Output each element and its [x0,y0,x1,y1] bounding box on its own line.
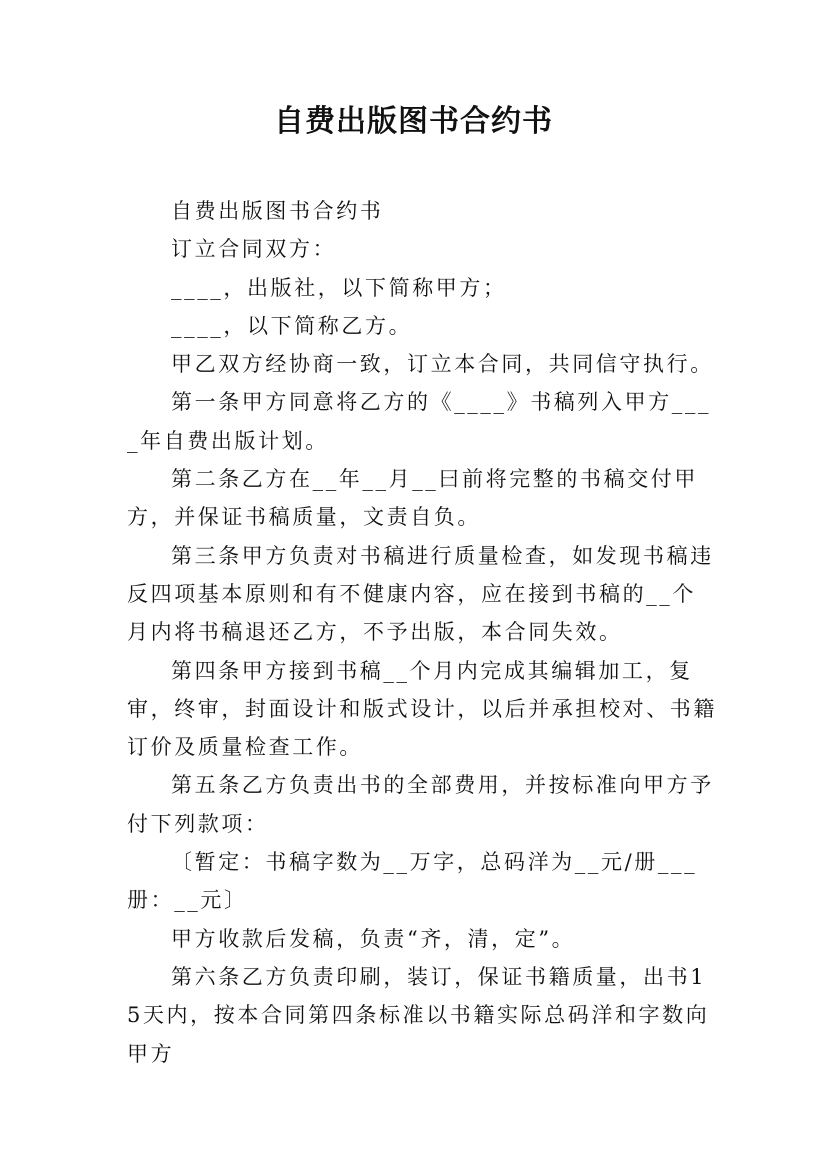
paragraph-article-3: 第三条甲方负责对书稿进行质量检查，如发现书稿违反四项基本原则和有不健康内容，应在接到书稿的__个月内将书稿退还乙方，不予出版，本合同失效。 [127,543,714,645]
paragraph-article-4: 第四条甲方接到书稿__个月内完成其编辑加工，复审，终审，封面设计和版式设计，以后并承担校对、书籍订价及质量检查工作。 [127,658,717,760]
paragraph-article-5: 第五条乙方负责出书的全部费用，并按标准向甲方予付下列款项： [127,773,714,836]
document-title: 自费出版图书合约书 [274,104,553,139]
paragraph-parties-heading: 订立合同双方： [171,237,337,262]
paragraph-subtitle: 自费出版图书合约书 [171,199,384,223]
paragraph-party-a: ____，出版社，以下简称甲方； [171,275,507,300]
paragraph-article-2: 第二条乙方在__年__月__曰前将完整的书稿交付甲方，并保证书稿质量，文责自负。 [127,467,698,530]
paragraph-article-6: 第六条乙方负责印刷，装订，保证书籍质量，出书15天内，按本合同第四条标准以书籍实际总码洋和字数向甲方 [127,964,710,1066]
paragraph-party-b: ____，以下简称乙方。 [171,313,413,338]
paragraph-agreement: 甲乙双方经协商一致，订立本合同，共同信守执行。 [171,352,714,377]
paragraph-fee-note: 〔暂定：书稿字数为__万字，总码洋为__元/册___册：__元〕 [127,850,698,913]
document-body [127,192,717,1073]
paragraph-payment-note: 甲方收款后发稿，负责“齐，清，定”。 [171,926,576,951]
paragraph-article-1: 第一条甲方同意将乙方的《____》书稿列入甲方____年自费出版计划。 [127,390,712,453]
